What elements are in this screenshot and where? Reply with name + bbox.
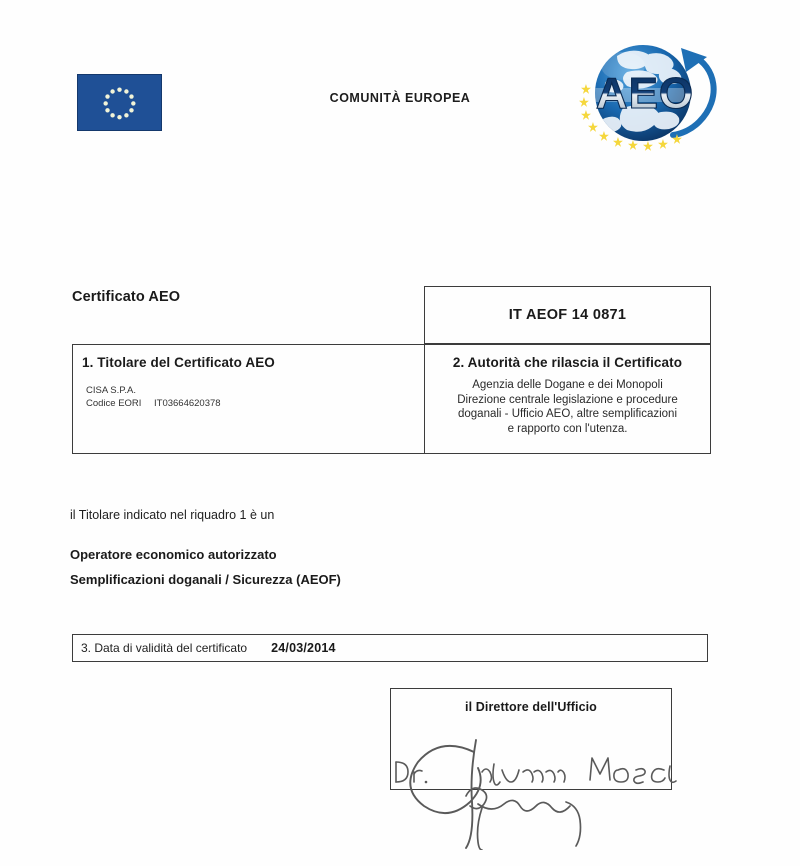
holder-eori-row	[86, 397, 424, 410]
eu-flag-icon	[77, 74, 162, 131]
statement-operator-type: Operatore economico autorizzato	[70, 547, 277, 562]
authority-line: Agenzia delle Dogane e dei Monopoli	[472, 379, 663, 391]
statement-certificate-type: Semplificazioni doganali / Sicurezza (AEOF)	[70, 572, 341, 587]
eori-value: IT03664620378	[154, 398, 221, 409]
eori-label: Codice EORI	[86, 398, 142, 409]
svg-text:AEO: AEO	[595, 69, 695, 118]
authority-line: Direzione centrale legislazione e procedure	[457, 393, 678, 406]
eu-caption-label: COMUNITÀ EUROPEA	[329, 91, 471, 105]
holder-company: CISA S.P.A.	[86, 385, 136, 396]
holder-heading: 1. Titolare del Certificato AEO	[82, 355, 275, 370]
page-title: Certificato AEO	[72, 289, 181, 305]
signature-title: il Direttore dell'Ufficio	[465, 700, 597, 714]
validity-date-value: 24/03/2014	[271, 641, 336, 655]
certificate-details-table	[72, 344, 711, 454]
authority-line: e rapporto con l'utenza.	[507, 422, 628, 435]
aeo-logo-icon	[565, 26, 740, 166]
signature-box	[390, 688, 672, 790]
validity-date-box	[72, 634, 708, 662]
holder-cell	[73, 345, 425, 453]
validity-date-label: 3. Data di validità del certificato	[81, 641, 248, 655]
authority-cell	[425, 345, 710, 453]
statement-intro: il Titolare indicato nel riquadro 1 è un	[70, 508, 275, 522]
authority-line: doganali - Ufficio AEO, altre semplificazioni	[457, 408, 678, 420]
authority-address	[425, 370, 710, 436]
certificate-number-value: IT AEOF 14 0871	[508, 307, 627, 323]
authority-heading: 2. Autorità che rilascia il Certificato	[452, 355, 683, 370]
holder-details	[73, 370, 424, 410]
certificate-number-box	[424, 286, 711, 344]
